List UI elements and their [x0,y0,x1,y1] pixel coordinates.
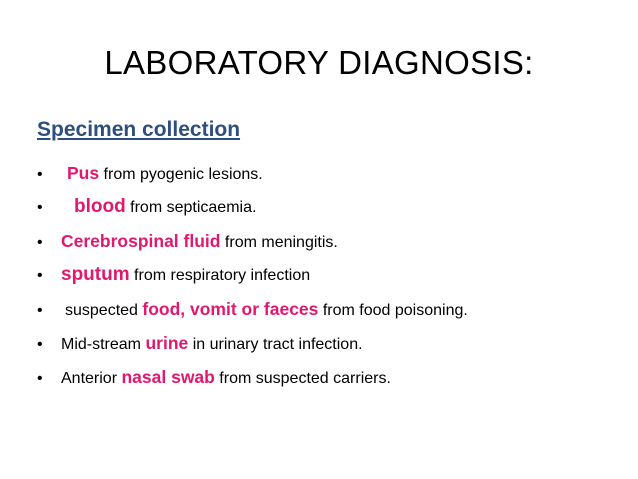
item-text: from food poisoning. [318,302,468,319]
bullet-icon: • [37,267,43,284]
list-item-pus [37,157,637,191]
section-subheading: Specimen collection [37,118,241,141]
list-item-nasal-swab [37,361,637,395]
bullet-icon: • [37,336,43,353]
list-item-food [37,293,637,327]
bullet-icon: • [37,166,43,183]
bullet-icon: • [37,302,43,319]
item-text: from respiratory infection [129,267,311,284]
item-text: suspected [65,302,143,319]
highlight-term: Pus [67,163,100,183]
highlight-term: food, vomit or faeces [142,299,319,319]
slide-title: LABORATORY DIAGNOSIS: [104,44,534,81]
item-text: from suspected carriers. [214,370,391,387]
item-text: from pyogenic lesions. [99,166,263,183]
item-text: Anterior [61,370,122,387]
item-text: from meningitis. [220,234,338,251]
highlight-term: blood [74,196,126,217]
highlight-term: urine [145,333,189,353]
list-item-blood [37,191,637,225]
list-item-sputum [37,259,637,293]
list-item-urine [37,327,637,361]
bullet-icon: • [37,234,43,251]
bullet-icon: • [37,370,43,387]
highlight-term: sputum [61,264,130,285]
highlight-term: nasal swab [121,367,215,387]
bullet-icon: • [37,199,43,216]
item-text: in urinary tract infection. [188,336,363,353]
bullet-list [37,157,637,395]
list-item-csf [37,225,637,259]
item-text: Mid-stream [61,336,146,353]
item-text: from septicaemia. [125,199,257,216]
highlight-term: Cerebrospinal fluid [61,231,221,251]
